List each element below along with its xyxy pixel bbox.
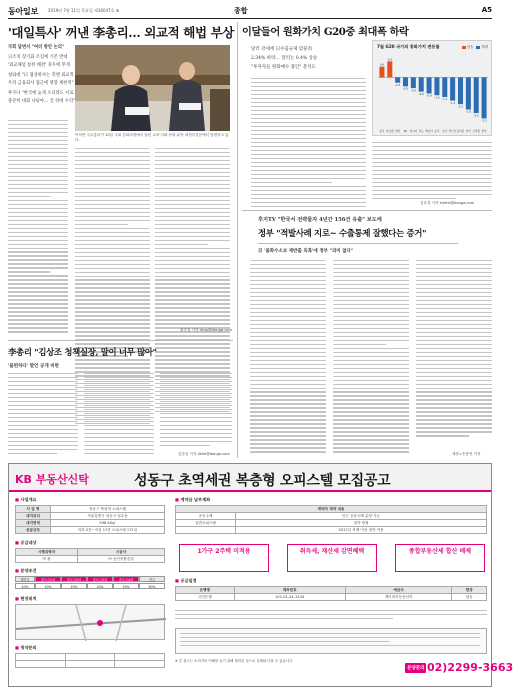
chart-bar [482, 77, 487, 118]
legend-label-down: 하락 [481, 45, 488, 49]
table-row [176, 513, 487, 520]
chart-data-label: -2.0 [473, 114, 479, 118]
table-cell [16, 661, 66, 668]
promo-box-3: 종합부동산세 합산 배제 [395, 544, 485, 572]
table-cell: 대지위치 [16, 513, 51, 520]
parties-table [15, 548, 165, 563]
table-cell: 케이비부동산신탁 [345, 594, 452, 601]
photo-caption: 이낙연 국무총리가 10일 국회 본회의장에서 열린 교육·사회·문화 분야 대정부질문에서 답변하고 있다. [75, 133, 229, 142]
subhead-block-left [8, 44, 76, 106]
chart-bar [427, 77, 432, 93]
chart-category-label: 중국 [379, 130, 385, 133]
chart-category-label: 인도 [418, 130, 424, 133]
table-cell: ㈜ 원 [16, 556, 78, 563]
table-row [176, 594, 487, 601]
subhead-block-right [251, 45, 361, 72]
table-cell: 공급규모 [16, 527, 51, 534]
chart-bar [387, 61, 392, 77]
payment-cell: 10% [113, 583, 139, 589]
location-map [15, 604, 165, 640]
table-cell: 대지면적 [16, 520, 51, 527]
subhead-line: 2.34% 하락… 달러는 0.4% 상승 [251, 56, 318, 61]
chart-bar [450, 77, 455, 100]
table-cell: 계좌번호 [234, 587, 345, 594]
ad-title: 성동구 초역세권 복층형 오피스텔 모집공고 [134, 473, 391, 489]
body-text-right-col1 [251, 78, 366, 209]
table-cell: 938.40㎡ [51, 520, 165, 527]
kicker-right-lower: 후지TV "한국서 전략물자 4년간 156건 유출" 보도에 [258, 217, 382, 223]
body-text-lower-left-3 [160, 373, 232, 449]
table-cell: 계약자 제약 내용 [176, 506, 487, 513]
payment-schedule [15, 576, 165, 582]
headline-right-lower: 정부 "적발사례 지로~ 수출통제 잘했다는 증거" [258, 228, 427, 238]
chart-bar [474, 77, 479, 113]
legend-swatch-down [476, 46, 480, 49]
chart-category-label: 아르헨 [386, 130, 394, 133]
chart-bar [419, 77, 424, 91]
table-row [176, 506, 487, 513]
table-row [176, 587, 487, 594]
divider [258, 243, 458, 244]
subhead-right-lower: 日 '불화수소보 재반출 의혹'에 정부 "의미 없다" [258, 249, 354, 254]
chart-title: 7월 G20 국가의 통화가치 변동률 [377, 44, 440, 49]
table-cell: ㈜ 동인종합건설 [77, 556, 164, 563]
payment-cell: 10% [87, 583, 113, 589]
eligibility-table [175, 505, 487, 534]
legend-label-up: 상승 [466, 45, 474, 49]
subhead-line: 달러 강세에 日수출규제 맞물려 [251, 47, 312, 52]
payment-cell: 50% [139, 583, 165, 589]
chart-category-label: EU [403, 130, 408, 133]
newspaper-logo: 동아일보 [8, 6, 39, 16]
payment-cell: 중도금3차 [87, 576, 113, 582]
table-cell: 서울특별시 성동구 성수동 [51, 513, 165, 520]
issue-info: 2019년 7월 11일 목요일 제30047호 ⑧ [48, 8, 120, 13]
table-cell: 국민은행 [176, 594, 235, 601]
chart-category-label: 인니 [442, 130, 448, 133]
subhead-line: 우리 금융회사 접근에 영향 제한적" [8, 81, 74, 86]
chart-category-label: 멕시코 [448, 130, 457, 133]
chart-bar [411, 77, 416, 88]
chart-data-label: 0.6 [379, 63, 384, 67]
table-row [16, 661, 165, 668]
chart-data-label: -1.1 [442, 98, 448, 102]
table-cell: 공동주택 [176, 513, 236, 520]
subhead-lower-left: '불편하다' 발언 공개 비판 [8, 364, 59, 369]
table-row [176, 520, 487, 527]
bank-table [175, 586, 487, 601]
chart-bar [458, 77, 463, 104]
payment-cell: 중도금4차 [113, 576, 139, 582]
table-row [16, 549, 165, 556]
subhead-line: 청와대 "日 협상하자는 측엔 외교적 [8, 73, 74, 78]
inquiry-table [15, 653, 165, 668]
ad-section-overview: ■ 사업개요 [15, 497, 37, 503]
chart-category-label: 러시아 [409, 130, 418, 133]
ad-section-inquiry: ■ 청약문의 [15, 645, 37, 651]
ad-section-supply: ■ 공급대상 [15, 540, 37, 546]
payment-cell: 계약금 [15, 576, 35, 582]
ad-header [9, 464, 491, 492]
payment-cell: 10% [15, 583, 35, 589]
table-cell [65, 661, 115, 668]
promo-box-2: 취득세, 재산세 감면혜택 [287, 544, 377, 572]
table-cell: 예금주 [345, 587, 452, 594]
table-cell: 시행위탁자 [16, 549, 78, 556]
chart-data-label: -0.8 [418, 92, 424, 96]
ad-section-supply-method: ■ 공급일정 [175, 578, 197, 584]
body-text-right-lower-3 [416, 260, 492, 439]
body-text-lower-left-2 [84, 373, 154, 457]
ad-footer-note: ※ 본 광고는 소비자의 이해를 돕기 위해 제작된 것으로 실제와 다를 수 있습니다. [175, 659, 294, 663]
promo-box-1: 1가구 2주택 미적용 [179, 544, 269, 572]
chart-category-label: 브라질 [472, 130, 480, 133]
table-cell [65, 654, 115, 661]
payment-percent [15, 583, 165, 589]
chart-data-label: 0.9 [387, 58, 392, 62]
table-cell: 은행명 [176, 587, 235, 594]
body-text-right-lower-2 [333, 260, 409, 455]
divider [242, 210, 492, 211]
subhead-line: 충분히 대화 나눠야… 진 뒤에 우리" [8, 99, 76, 104]
payment-cell: 잔금 [139, 576, 165, 582]
table-cell: 2017년 자제 이상 청약 적용 [236, 527, 487, 534]
ad-section-contract: ■ 계약금 납부계좌 [175, 497, 210, 503]
table-cell: 시공사 [77, 549, 164, 556]
headline-left: '대일특사' 꺼낸 李총리… 외교적 해법 부상 [8, 25, 234, 40]
legend-swatch-up [462, 46, 466, 49]
ad-section-schedule: ■ 분양조건 [15, 568, 37, 574]
subhead-line: 후쿠다 "한국에 늦게 오더라도 서로 [8, 91, 74, 96]
body-text-right-lower-1 [250, 260, 326, 455]
table-row [16, 506, 165, 513]
column-divider [237, 22, 238, 458]
ad-notice-box [175, 628, 487, 654]
table-row [16, 513, 165, 520]
divider [8, 340, 233, 341]
phone-number: 02)2299-3663 [427, 661, 513, 674]
byline-lower-left: 김준일 기자 jikim@donga.com [178, 452, 230, 456]
overview-table [15, 505, 165, 534]
chart-data-label: -0.3 [395, 83, 401, 87]
chart-category-label: 호주 [434, 130, 440, 133]
table-cell [176, 527, 236, 534]
currency-chart [372, 40, 492, 136]
payment-cell: 중도금2차 [61, 576, 87, 582]
ad-brand-logo: KB 부동산신탁 [15, 473, 89, 486]
chart-category-label: 터키 [465, 130, 471, 133]
chart-bar [466, 77, 471, 109]
table-row [16, 520, 165, 527]
masthead [8, 6, 492, 19]
table-row [176, 527, 487, 534]
chart-data-label: -0.9 [426, 94, 432, 98]
chart-category-label: 남아공 [456, 130, 465, 133]
byline-right: 김호경 기자 kimhk@donga.com [420, 201, 475, 205]
table-cell [16, 654, 66, 661]
table-cell: 현장 [452, 587, 487, 594]
chart-category-label: 한국 [481, 130, 487, 133]
payment-cell: 중도금1차 [35, 576, 61, 582]
body-text-right-col2 [372, 142, 492, 202]
table-cell [115, 654, 165, 661]
body-text-left-col1 [8, 120, 68, 335]
chart-data-label: -1.0 [434, 96, 440, 100]
article-photo [75, 45, 230, 131]
subhead-line: 국회 답변서 "여러 방안 논의" [8, 45, 65, 50]
chart-legend [462, 44, 488, 49]
table-cell: 지하 2층~지상 17층 오피스텔 171실 [51, 527, 165, 534]
chart-bar [403, 77, 408, 86]
chart-data-label: -1.5 [457, 105, 464, 109]
table-cell [115, 661, 165, 668]
chart-data-label: -0.5 [402, 87, 409, 91]
payment-cell: 10% [61, 583, 87, 589]
chart-category-label: 캐나다 [425, 130, 433, 133]
table-cell: 사 업 명 [16, 506, 51, 513]
phone-label: 분양문의 [405, 663, 426, 673]
chart-plot [374, 52, 492, 136]
ad-notice-text [175, 610, 487, 622]
chart-bar [379, 67, 384, 78]
chart-data-label: -1.3 [450, 101, 456, 105]
table-cell: 청약 당첨 [236, 520, 487, 527]
table-row [16, 654, 165, 661]
subhead-line: '외교채널 통한 해결' 경우에 무게 [8, 63, 70, 68]
chart-bar [442, 77, 447, 97]
table-cell: 일반오피스텔 [176, 520, 236, 527]
table-cell: 성동 [452, 594, 487, 601]
table-cell: 인근 공동주택 분양 가능 [236, 513, 487, 520]
chart-data-label: -1.8 [465, 110, 471, 114]
table-row [16, 556, 165, 563]
headline-right: 이달들어 원화가치 G20중 최대폭 하락 [242, 26, 409, 38]
payment-cell: 10% [35, 583, 61, 589]
page-number: A5 [481, 6, 492, 14]
chart-data-label: -0.6 [410, 89, 416, 93]
section-label: 종합 [234, 7, 248, 15]
ad-notice-lines [180, 633, 480, 649]
subhead-line: 日조치 장기화 조짐에 기존 반대 [8, 55, 68, 60]
headline-lower-left: 李총리 "김상조 청책실장, 말이 너무 많아" [8, 347, 157, 357]
table-row [16, 527, 165, 534]
byline-right-lower: 세종=송충현 기자 [452, 452, 481, 456]
ad-section-location: ■ 현장위치 [15, 596, 37, 602]
subhead-line: "투자자들 원화매수 불안" 분석도 [251, 65, 316, 70]
real-estate-ad [8, 463, 513, 687]
chart-category-label: 일본 [395, 130, 401, 133]
chart-data-label: -2.3 [481, 119, 487, 123]
table-cell: 성동구 뚝섬역 오피스텔 [51, 506, 165, 513]
chart-bar [395, 77, 400, 82]
byline-left: 최우열 기자 dnsp@donga.com [180, 328, 233, 332]
body-text-lower-left-1 [8, 373, 78, 457]
table-cell: 101-01-24-1234 [234, 594, 345, 601]
chart-bar [434, 77, 439, 95]
